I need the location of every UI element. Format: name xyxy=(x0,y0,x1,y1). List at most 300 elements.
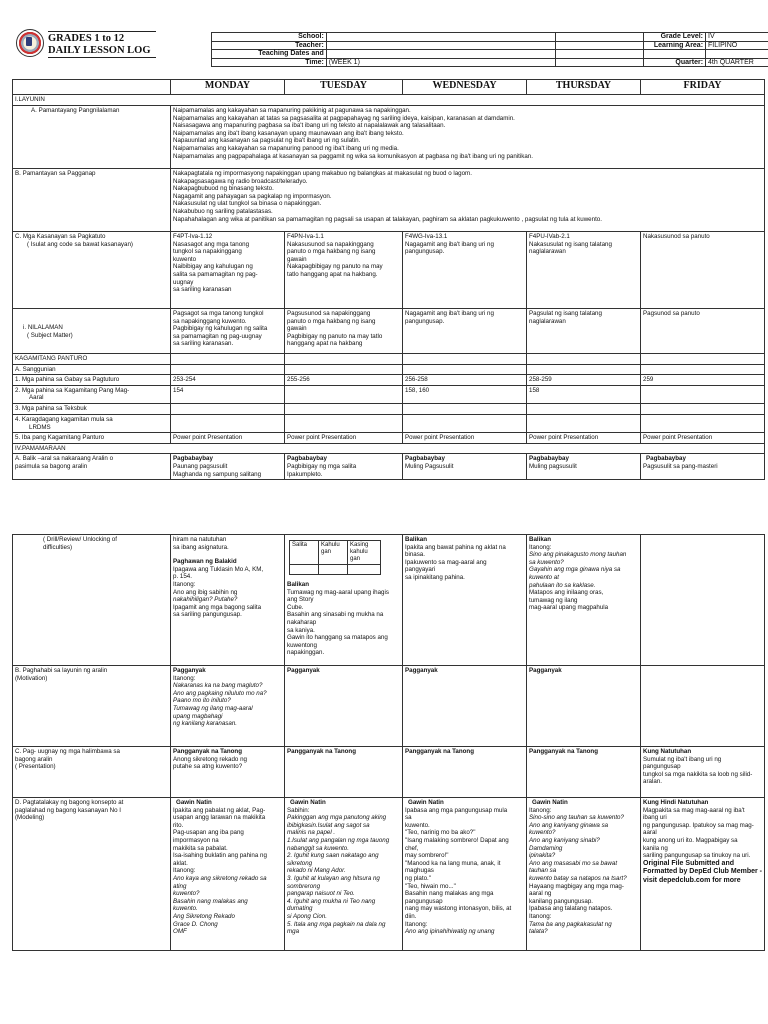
lesson-table-part1 xyxy=(12,94,765,480)
cell-line: Matapos ang inilaang oras, xyxy=(529,589,604,597)
kasanayan-label-line2: ( Isulat ang code sa bawat kasanayan) xyxy=(27,240,133,248)
motivation-label-line: (Motivation) xyxy=(15,674,48,682)
ref-cell: 259 xyxy=(641,375,765,386)
vocabulary-table xyxy=(289,540,381,575)
cell-line: chef, xyxy=(405,844,419,852)
motivation-label-line: B. Paghahabi sa layunin ng aralin xyxy=(15,667,108,674)
cell-line: Nagagamit ang iba't ibang uri ng xyxy=(405,240,494,248)
cell-line: Hayaang magbigay ang mga mag- xyxy=(529,882,624,890)
cell-line: pangungusap xyxy=(643,763,681,771)
header-meta-table xyxy=(211,32,768,67)
cell-line: kuwentong xyxy=(287,641,317,649)
cell-line: si Apong Cion. xyxy=(287,912,328,920)
ref-label-gabay: 1. Mga pahina sa Gabay sa Pagtuturo xyxy=(13,375,171,386)
section-pamamaraan: IV.PAMAMARAAN xyxy=(13,443,765,454)
motivation-wednesday xyxy=(403,666,527,747)
cell-title: Gawin Natin xyxy=(408,799,444,806)
row-label-pamantayang-pangnilalaman: A. Pamantayang Pangnilalaman xyxy=(13,106,171,169)
teacher-label: Teacher: xyxy=(212,41,327,50)
modeling-tuesday xyxy=(285,798,403,951)
cell-line: maghugas xyxy=(405,867,434,875)
content-line: Nagagamit ang pahayagan sa pagkalap ng impormasyon. xyxy=(173,192,332,200)
cell-line: sa sariling karanasan xyxy=(173,286,232,294)
cell-line: hanggang apat na hakbang xyxy=(287,340,363,348)
presentation-wednesday xyxy=(403,747,527,798)
cell-line: may sombrero!" xyxy=(405,852,449,860)
cell-line: Pagbibigay ng kahulugan ng salita xyxy=(173,325,268,333)
presentation-tuesday xyxy=(285,747,403,798)
vocab-header: Kahulu gan xyxy=(319,541,348,565)
cell-line: diin. xyxy=(405,912,417,920)
credit-note: Formatted by DepEd Club Member - xyxy=(643,868,763,876)
content-line: Nakasusulat ng ulat tungkol sa binasa o napakinggan. xyxy=(173,200,322,208)
cell-line: Itanong: xyxy=(405,920,428,928)
cell-title: Pangganyak na Tanong xyxy=(173,748,242,755)
school-value[interactable] xyxy=(326,33,556,42)
content-line: Naipamamalas ang kakayahan sa mapanuring pakikinig at pagunawa sa napakinggan. xyxy=(173,107,411,114)
cell-line: Damdaming xyxy=(529,844,563,852)
cell-line: nakaharap xyxy=(287,618,317,626)
content-line: Naipamamalas ang pagpapahalaga at kasanayan sa paggamit ng wika sa komunikasyon at pagbasa ng iba't ibang uri ng panitikan. xyxy=(173,152,533,160)
cell-line: pangungusap xyxy=(405,897,443,905)
cell-line: Muling Pagsusulit xyxy=(405,462,454,470)
cell-title: Pagbabaybay xyxy=(529,455,569,463)
cell-line: sa pamamagitan ng pag-uugnay xyxy=(173,332,262,340)
ref-label-iba-pang-kagamitan: 5. Iba pang Kagamitang Panturo xyxy=(13,433,171,444)
presentation-label-line: ( Presentation) xyxy=(15,763,56,771)
cell-line: ng pangungusap. Ipatukoy sa mag mag- xyxy=(643,821,754,829)
modeling-thursday xyxy=(527,798,641,951)
cell-line: sa sariling pangungusap. xyxy=(173,611,242,619)
cell-line: binasa. xyxy=(405,551,425,559)
section-layunin: I.LAYUNIN xyxy=(13,95,765,106)
deped-seal-icon xyxy=(16,29,44,57)
cell-line: aklat. xyxy=(173,859,188,867)
cell-line: Ipabasa ang mga pangungusap mula xyxy=(405,806,508,814)
cell-line: sa ibang asignatura. xyxy=(173,543,229,551)
cell-line: ipinakita? xyxy=(529,852,556,860)
cell-title: Pangganyak na Tanong xyxy=(405,748,474,755)
credit-note: Original File Submitted and xyxy=(643,859,735,867)
content-line: Nakabubuo ng sariling patalastasas. xyxy=(173,207,273,215)
cell-title: Gawin Natin xyxy=(290,799,326,806)
content-line: Nakapagtatala ng impormasyong napakinggan upang makabuo ng balangkas at makasulat ng buod o lagom. xyxy=(173,170,472,177)
cell-title: Balikan xyxy=(287,581,310,588)
presentation-label-line: C. Pag- uugnay ng mga halimbawa sa xyxy=(15,748,120,755)
cell-title: Pangganyak na Tanong xyxy=(529,748,598,755)
cell-line: aaral xyxy=(643,829,657,837)
ref-label-line: Aaral xyxy=(29,394,44,402)
teacher-value[interactable] xyxy=(326,41,556,50)
row-label-modeling xyxy=(13,798,171,951)
cell-line: Ano ang ipinahihiwatig ng unang xyxy=(405,928,495,936)
cell-line: ibang uri xyxy=(643,814,667,822)
cell-line: Gayahin ang mga ginawa niya sa xyxy=(529,566,621,574)
cell-line: OMF xyxy=(173,928,187,936)
cell-title: Pagganyak xyxy=(405,667,438,674)
cell-line: panuto o mga hakbang ng isang xyxy=(287,317,376,325)
vocab-header: Salita xyxy=(290,541,319,565)
kasanayan-thursday xyxy=(527,232,641,309)
cell-title: Paghawan ng Balakid xyxy=(173,558,237,566)
cell-line: rekado ni Mang Ador. xyxy=(287,867,346,875)
ref-label-teksbuk: 3. Mga pahina sa Teksbuk xyxy=(13,403,171,414)
balik-label-line: A. Balik –aral sa nakaraang Aralin o xyxy=(15,455,114,463)
cell-line: Pag-usapan ang iba pang xyxy=(173,829,244,837)
drill-friday xyxy=(641,535,765,666)
document-title xyxy=(48,31,156,58)
cell-line: Nakasusunod sa napakinggang xyxy=(287,240,374,248)
cell-line: tauhan sa xyxy=(529,867,557,875)
lesson-table-part2 xyxy=(12,534,765,951)
cell-line: Itanong: xyxy=(529,806,552,814)
row-label-presentation xyxy=(13,747,171,798)
content-line: Naisasagawa ang mapanuring pagbasa sa iba't ibang uri ng teksto at napalalawak ang talasalitaan. xyxy=(173,122,446,130)
ref-label-line: LRDMS xyxy=(29,423,51,431)
pamantayang-pangnilalaman-content xyxy=(171,106,765,169)
cell-line: Tumawag ng ilang mag-aaral xyxy=(173,704,253,712)
kasanayan-wednesday xyxy=(403,232,527,309)
cell-line: Ipagamit ang mga bagong salita xyxy=(173,603,262,611)
cell-line: Sumulat ng iba't ibang uri ng xyxy=(643,755,722,763)
section-kagamitan: KAGAMITANG PANTURO xyxy=(13,354,171,365)
cell-line: upang magbahagi xyxy=(173,712,223,720)
cell-line: kuwento. xyxy=(173,905,198,913)
cell-line: pangyayari xyxy=(405,566,436,574)
ref-cell: 256-258 xyxy=(403,375,527,386)
ref-label-kagamitang-pang-mag-aaral xyxy=(13,385,171,403)
motivation-thursday xyxy=(527,666,641,747)
cell-line: kuwento xyxy=(173,255,197,263)
cell-line: pangarap naisuot ni Teo. xyxy=(287,890,355,898)
ref-cell xyxy=(285,385,403,403)
content-line: Naipamamalas ang iba't ibang kasanayan upang maunawaan ang iba't ibang teksto. xyxy=(173,129,404,137)
cell-line: Ipakita ang bawat pahina ng aklat na xyxy=(405,543,506,551)
cell-line: kuwento batay sa natapos na tsart? xyxy=(529,874,627,882)
cell-line: kuwento? xyxy=(529,829,556,837)
cell-line: naglalarawan xyxy=(529,248,566,256)
modeling-monday xyxy=(171,798,285,951)
row-label-motivation xyxy=(13,666,171,747)
cell-line: Tama ba ang pagkakasulat ng xyxy=(529,920,612,928)
cell-title: Gawin Natin xyxy=(532,799,568,806)
cell-line: F4WG-Iva-13.1 xyxy=(405,233,448,240)
cell-line: Nakasusulat ng isang talatang xyxy=(529,240,612,248)
cell-line: sa xyxy=(405,814,412,822)
drill-label-line: difficulties) xyxy=(43,543,73,551)
cell-title: Gawin Natin xyxy=(176,799,212,806)
ref-cell: 258-259 xyxy=(527,375,641,386)
nilalaman-monday xyxy=(171,309,285,354)
ref-cell: Power point Presentation xyxy=(171,433,285,444)
cell-line: pangungusap. xyxy=(405,317,445,325)
cell-line: Ipabasa ang talatang natapos. xyxy=(529,905,613,913)
ref-cell xyxy=(641,385,765,403)
content-line: Naipamamalas ang kakayahan at tatas sa pagsasalita at pagpapahayag ng sariling ideya, kaisipan, karanasan at damdamin. xyxy=(173,114,515,122)
cell-title: Balikan xyxy=(529,536,552,543)
kasanayan-tuesday xyxy=(285,232,403,309)
row-label-nilalaman xyxy=(13,309,171,354)
row-label-drill xyxy=(13,535,171,666)
cell-title: Pagganyak xyxy=(287,667,320,674)
cell-line: sariling pangungusap sa tinukoy na uri. xyxy=(643,852,751,860)
cell-line: Itanong: xyxy=(173,674,196,682)
cell-line: rito. xyxy=(173,821,184,829)
cell-line: Ipakita ang pabalat ng aklat, Pag- xyxy=(173,806,266,814)
cell-line: Itanong: xyxy=(173,867,196,875)
modeling-label-line: paglalahad ng bagong kasanayan No I xyxy=(15,806,121,814)
cell-line: sa sariling karanasan. xyxy=(173,340,234,348)
cell-line: kuwento? xyxy=(173,890,200,898)
cell-line: panuto o mga hakbang ng isang xyxy=(287,248,376,256)
balik-thursday xyxy=(527,454,641,480)
cell-line: 3. Iguhit at kulayan ang hitsura ng xyxy=(287,874,380,882)
pamantayan-sa-pagganap-content xyxy=(171,169,765,232)
cell-line: aaral ng xyxy=(529,890,552,898)
cell-line: aralan. xyxy=(643,778,662,786)
cell-line: Sabihin: xyxy=(287,806,310,814)
label-sanggunian: A. Sanggunian xyxy=(13,364,171,375)
cell-title: Pagganyak xyxy=(173,667,206,674)
balik-label-line: pasimula sa bagong aralin xyxy=(15,462,88,470)
motivation-tuesday xyxy=(285,666,403,747)
cell-title: Kung Natutuhan xyxy=(643,748,692,755)
week-value: (WEEK 1) xyxy=(326,58,556,67)
cell-title: Pangganyak na Tanong xyxy=(287,748,356,755)
school-label: School: xyxy=(212,33,327,42)
cell-line: gawain xyxy=(287,255,307,263)
cell-line: Pagsunod sa panuto xyxy=(643,310,700,317)
day-monday: MONDAY xyxy=(171,80,285,95)
cell-line: Pagsusunod sa napakinggang xyxy=(287,310,371,317)
cell-line: Nakaranas ka na bang magluto? xyxy=(173,682,263,690)
content-line: Napauunlad ang kasanayan sa pagsulat ng iba't ibang uri ng sulatin. xyxy=(173,137,361,145)
cell-line: naglalarawan xyxy=(529,317,566,325)
cell-line: Pagsusulit sa pang-masteri xyxy=(643,462,718,470)
cell-line: F4PU-IVab-2.1 xyxy=(529,233,570,240)
cell-line: Ipakuwento sa mag-aaral ang xyxy=(405,558,487,566)
cell-line: pahulaan ito sa kaklase. xyxy=(529,581,596,589)
modeling-friday xyxy=(641,798,765,951)
cell-line: Ano ang kaniyang sinabi? xyxy=(529,836,600,844)
cell-line: Ang Sikretong Rekado xyxy=(173,912,235,920)
ref-cell: Power point Presentation xyxy=(285,433,403,444)
cell-line: tumawag ng ilang xyxy=(529,596,578,604)
cell-line: 4. Iguhit ang mukha ni Teo nang xyxy=(287,897,376,905)
cell-line: nang may wastong intonasyon, bilis, at xyxy=(405,905,512,913)
cell-line: usapan angg larawan na makikita xyxy=(173,814,266,822)
cell-line: impormasyon na xyxy=(173,836,219,844)
cell-line: sikretong xyxy=(287,859,313,867)
drill-monday xyxy=(171,535,285,666)
cell-line: Ipagawa ang Tuklasin Mo A, KM, xyxy=(173,565,264,573)
cell-line: 2. Iguhit kung saan nakatago ang xyxy=(287,852,379,860)
cell-line: Nakasusunod sa panuto xyxy=(643,233,710,240)
vocab-header: Kasing kahulu gan xyxy=(348,541,381,565)
cell-line: Naibibigay ang kahulugan ng xyxy=(173,263,253,271)
nilalaman-wednesday xyxy=(403,309,527,354)
cell-line: Itanong: xyxy=(529,543,552,551)
cell-line: sa kuwento? xyxy=(529,558,564,566)
cell-line: "Manood ka na lang muna, anak, it xyxy=(405,859,501,867)
ref-cell: Power point Presentation xyxy=(527,433,641,444)
cell-line: F4PT-Iva-1.12 xyxy=(173,233,213,240)
cell-title: Kung Hindi Natutuhan xyxy=(643,799,709,806)
cell-line: Grace D. Chong xyxy=(173,920,218,928)
presentation-monday xyxy=(171,747,285,798)
ref-label-line: 2. Mga pahina sa Kagamitang Pang Mag- xyxy=(15,386,130,394)
cell-title: Pagbabaybay xyxy=(287,455,327,463)
cell-line: Nagagamit ang iba't ibang uri ng xyxy=(405,310,494,317)
ref-cell: 158 xyxy=(527,385,641,403)
cell-line: Pagsagot sa mga tanong tungkol xyxy=(173,310,264,317)
cell-line: uugnay xyxy=(173,278,194,286)
ref-cell: 255-256 xyxy=(285,375,403,386)
cell-line: "Teo, narinig mo ba ako?" xyxy=(405,829,476,837)
balik-friday xyxy=(641,454,765,480)
presentation-thursday xyxy=(527,747,641,798)
drill-label-line: ( Drill/Review/ Unlocking of xyxy=(43,536,117,543)
ref-cell: 253-254 xyxy=(171,375,285,386)
cell-line: 5. Itala ang mga pagkain na dala ng xyxy=(287,920,386,928)
cell-line: Basahin nang malakas ang mga xyxy=(405,890,494,898)
cell-line: Basahin nang malakas ang xyxy=(173,897,248,905)
cell-line: tatlo hanggang apat na hakbang. xyxy=(287,270,378,278)
cell-line: Cube. xyxy=(287,603,304,611)
presentation-label-line: bagong aralin xyxy=(15,755,53,763)
cell-line: Pagbibigay ng mga salita xyxy=(287,462,357,470)
title-line2: DAILY LESSON LOG xyxy=(48,45,156,58)
drill-wednesday xyxy=(403,535,527,666)
cell-line: Paano mo ito iniluto? xyxy=(173,697,231,705)
cell-line: Pagsulat ng isang talatang xyxy=(529,310,602,317)
motivation-friday xyxy=(641,666,765,747)
cell-line: Magpakita sa mag mag-aaral ng iba't xyxy=(643,806,745,814)
area-label: Learning Area: xyxy=(644,41,706,50)
cell-line: sa napakinggang kuwento. xyxy=(173,317,247,325)
row-label-kasanayan xyxy=(13,232,171,309)
cell-line: malinis na papel . xyxy=(287,829,336,837)
cell-line: Sino ang pinakagusto mong tauhan xyxy=(529,551,627,559)
presentation-friday xyxy=(641,747,765,798)
motivation-monday xyxy=(171,666,285,747)
balik-tuesday xyxy=(285,454,403,480)
balik-wednesday xyxy=(403,454,527,480)
content-line: Naipamamalas ang kakayahan sa mapanuring panood ng iba't ibang uri ng media. xyxy=(173,144,399,152)
nilalaman-label-line2: ( Subject Matter) xyxy=(27,331,73,339)
cell-line: Itanong: xyxy=(173,580,196,588)
kasanayan-label-line1: C. Mga Kasanayan sa Pagkatuto xyxy=(15,233,106,240)
modeling-label-line: D. Pagtatalakay ng bagong konsepto at xyxy=(15,799,124,806)
cell-line: Ano ang masasabi mo sa bawat xyxy=(529,859,618,867)
day-tuesday: TUESDAY xyxy=(285,80,403,95)
cell-line: ng kanilang karanasan. xyxy=(173,720,237,728)
cell-line: "Teo, hiwain mo..." xyxy=(405,882,456,890)
cell-line: napakinggan. xyxy=(287,649,325,657)
cell-line: tungkol sa napakinggang xyxy=(173,248,242,256)
ref-cell: 158, 160 xyxy=(403,385,527,403)
cell-line: kanila ng xyxy=(643,844,668,852)
cell-line: salita sa pamamagitan ng pag- xyxy=(173,270,258,278)
drill-thursday xyxy=(527,535,641,666)
ref-label-line: 4. Karagdagang kagamitan mula sa xyxy=(15,415,113,423)
cell-line: Nakapagbibigay ng panuto na may xyxy=(287,263,383,271)
cell-line: F4PN-Iva-1.1 xyxy=(287,233,324,240)
cell-line: Ano kaya ang sikretong rekado sa xyxy=(173,874,267,882)
cell-line: Maghanda ng sampung salitang xyxy=(173,470,262,478)
dates-label2: Time: xyxy=(212,58,327,67)
daily-lesson-log xyxy=(12,24,764,936)
credit-note: visit depedclub.com for more xyxy=(643,876,741,884)
drill-tuesday xyxy=(285,535,403,666)
day-wednesday: WEDNESDAY xyxy=(403,80,527,95)
quarter-value: 4th QUARTER xyxy=(706,58,768,67)
title-line1: GRADES 1 to 12 xyxy=(48,31,156,45)
cell-line: kung anong uri ito. Magpabigay sa xyxy=(643,836,738,844)
cell-line: Anong sikretong rekado ng xyxy=(173,755,247,763)
cell-line: Nasasagot ang mga tanong xyxy=(173,240,250,248)
cell-line: mga xyxy=(287,928,300,936)
cell-line: nabanggit sa kuwento. xyxy=(287,844,349,852)
cell-line: Ano ang kaniyang ginawa sa xyxy=(529,821,609,829)
cell-line: ibibigkasin.Isulat ang sagot sa xyxy=(287,821,370,829)
cell-line: ating xyxy=(173,882,187,890)
cell-line: putahe sa atng kuwento? xyxy=(173,763,243,771)
cell-title: Pagbabaybay xyxy=(173,455,213,463)
modeling-wednesday xyxy=(403,798,527,951)
cell-line: Itanong: xyxy=(529,912,552,920)
cell-line: sa ipinakitang pahina. xyxy=(405,573,465,581)
nilalaman-label-line1: i. NILALAMAN xyxy=(23,324,63,331)
cell-line: Ano ang ibig sabihin ng xyxy=(173,588,238,596)
ref-label-lrdms xyxy=(13,414,171,432)
cell-title: Balikan xyxy=(405,536,428,543)
cell-line: Ano ang pagkaing niluluto mo na? xyxy=(173,689,267,697)
cell-line: Basahin ang sinasabi ng mukha na xyxy=(287,611,384,619)
cell-title: Pagbabaybay xyxy=(646,455,686,463)
cell-line: kuwento at xyxy=(529,573,559,581)
cell-line: Paunang pagsusulit xyxy=(173,462,228,470)
cell-line: hiram na natutuhan xyxy=(173,536,227,543)
day-header-row xyxy=(12,79,765,95)
content-line: Napahahalagan ang wika at panitikan sa pamamagitan ng pagsali sa usapan at talakayan, paghiram sa aklatan pagkukuwento , pagsulat ng tula at kuwento. xyxy=(173,215,602,223)
cell-line: p. 154. xyxy=(173,573,192,581)
content-line: Nakapagsasagawa ng radio broadcast/teleradyo. xyxy=(173,177,308,185)
cell-line: talata? xyxy=(529,928,548,936)
cell-line: tungkol sa mga nakikita sa loob ng silid- xyxy=(643,770,753,778)
nilalaman-friday xyxy=(641,309,765,354)
row-label-pamantayan-sa-pagganap: B. Pamantayan sa Pagganap xyxy=(13,169,171,232)
kasanayan-monday xyxy=(171,232,285,309)
ref-cell: 154 xyxy=(171,385,285,403)
nilalaman-tuesday xyxy=(285,309,403,354)
cell-line: ng plato." xyxy=(405,874,431,882)
row-label-balik-aral xyxy=(13,454,171,480)
grade-label: Grade Level: xyxy=(644,33,706,42)
cell-line: ang Story xyxy=(287,596,314,604)
cell-title: Pagbabaybay xyxy=(405,455,445,463)
cell-line: sa kaniya. xyxy=(287,626,315,634)
day-thursday: THURSDAY xyxy=(527,80,641,95)
cell-line: pangungusap. xyxy=(405,248,445,256)
modeling-label-line: (Modeling) xyxy=(15,814,45,822)
nilalaman-thursday xyxy=(527,309,641,354)
cell-line: Sino-sino ang tauhan sa kuwento? xyxy=(529,814,624,822)
cell-line: Gawin ito hanggang sa matapos ang xyxy=(287,634,388,642)
content-line: Nakapagbubuod ng binasang teksto. xyxy=(173,185,274,193)
ref-cell: Power point Presentation xyxy=(641,433,765,444)
cell-line: Pagbibigay ng panuto na may tatlo xyxy=(287,332,383,340)
